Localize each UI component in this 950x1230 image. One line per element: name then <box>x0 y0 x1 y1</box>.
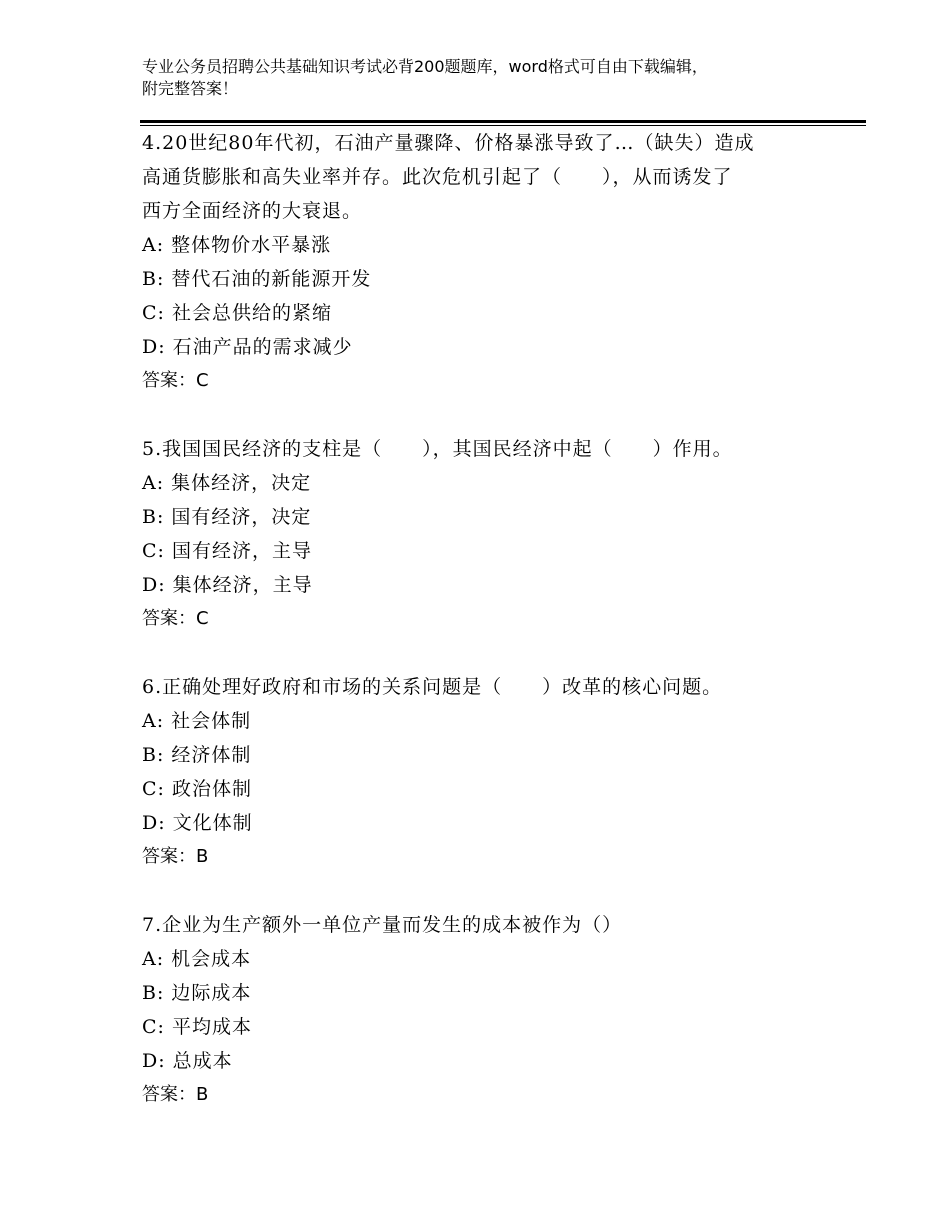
option-c: C: 国有经济，主导 <box>142 540 312 562</box>
document-header <box>142 56 842 100</box>
spacer <box>142 398 832 432</box>
option-a: A: 社会体制 <box>142 710 252 732</box>
option-c: C: 社会总供给的紧缩 <box>142 302 332 324</box>
header-line-1: 专业公务员招聘公共基础知识考试必背200题题库，word格式可自由下载编辑， <box>142 57 708 76</box>
question-stem: 西方全面经济的大衰退。 <box>142 200 363 222</box>
option-c: C: 平均成本 <box>142 1016 252 1038</box>
option-a: A: 机会成本 <box>142 948 252 970</box>
answer: 答案：B <box>142 1084 209 1105</box>
question-list <box>142 126 832 1112</box>
option-d: D: 文化体制 <box>142 812 253 834</box>
option-a: A: 整体物价水平暴涨 <box>142 234 332 256</box>
answer: 答案：C <box>142 370 209 391</box>
answer: 答案：C <box>142 608 209 629</box>
question-stem: 7.企业为生产额外一单位产量而发生的成本被作为（） <box>142 914 623 936</box>
spacer <box>142 874 832 908</box>
option-d: D: 集体经济，主导 <box>142 574 313 596</box>
option-d: D: 石油产品的需求减少 <box>142 336 353 358</box>
option-b: B: 经济体制 <box>142 744 252 766</box>
option-b: B: 替代石油的新能源开发 <box>142 268 372 290</box>
answer: 答案：B <box>142 846 209 867</box>
question-6 <box>142 670 832 874</box>
question-stem: 4.20世纪80年代初，石油产量骤降、价格暴涨导致了…（缺失）造成 <box>142 132 755 154</box>
header-line-2: 附完整答案！ <box>142 79 239 98</box>
question-stem: 5.我国国民经济的支柱是（ ），其国民经济中起（ ）作用。 <box>142 438 733 460</box>
spacer <box>142 636 832 670</box>
option-b: B: 边际成本 <box>142 982 252 1004</box>
question-stem: 6.正确处理好政府和市场的关系问题是（ ）改革的核心问题。 <box>142 676 723 698</box>
header-divider-thick <box>140 120 866 123</box>
option-d: D: 总成本 <box>142 1050 233 1072</box>
question-5 <box>142 432 832 636</box>
question-stem: 高通货膨胀和高失业率并存。此次危机引起了（ ），从而诱发了 <box>142 166 733 188</box>
option-c: C: 政治体制 <box>142 778 252 800</box>
option-a: A: 集体经济，决定 <box>142 472 312 494</box>
option-b: B: 国有经济，决定 <box>142 506 312 528</box>
question-4 <box>142 126 832 398</box>
question-7 <box>142 908 832 1112</box>
